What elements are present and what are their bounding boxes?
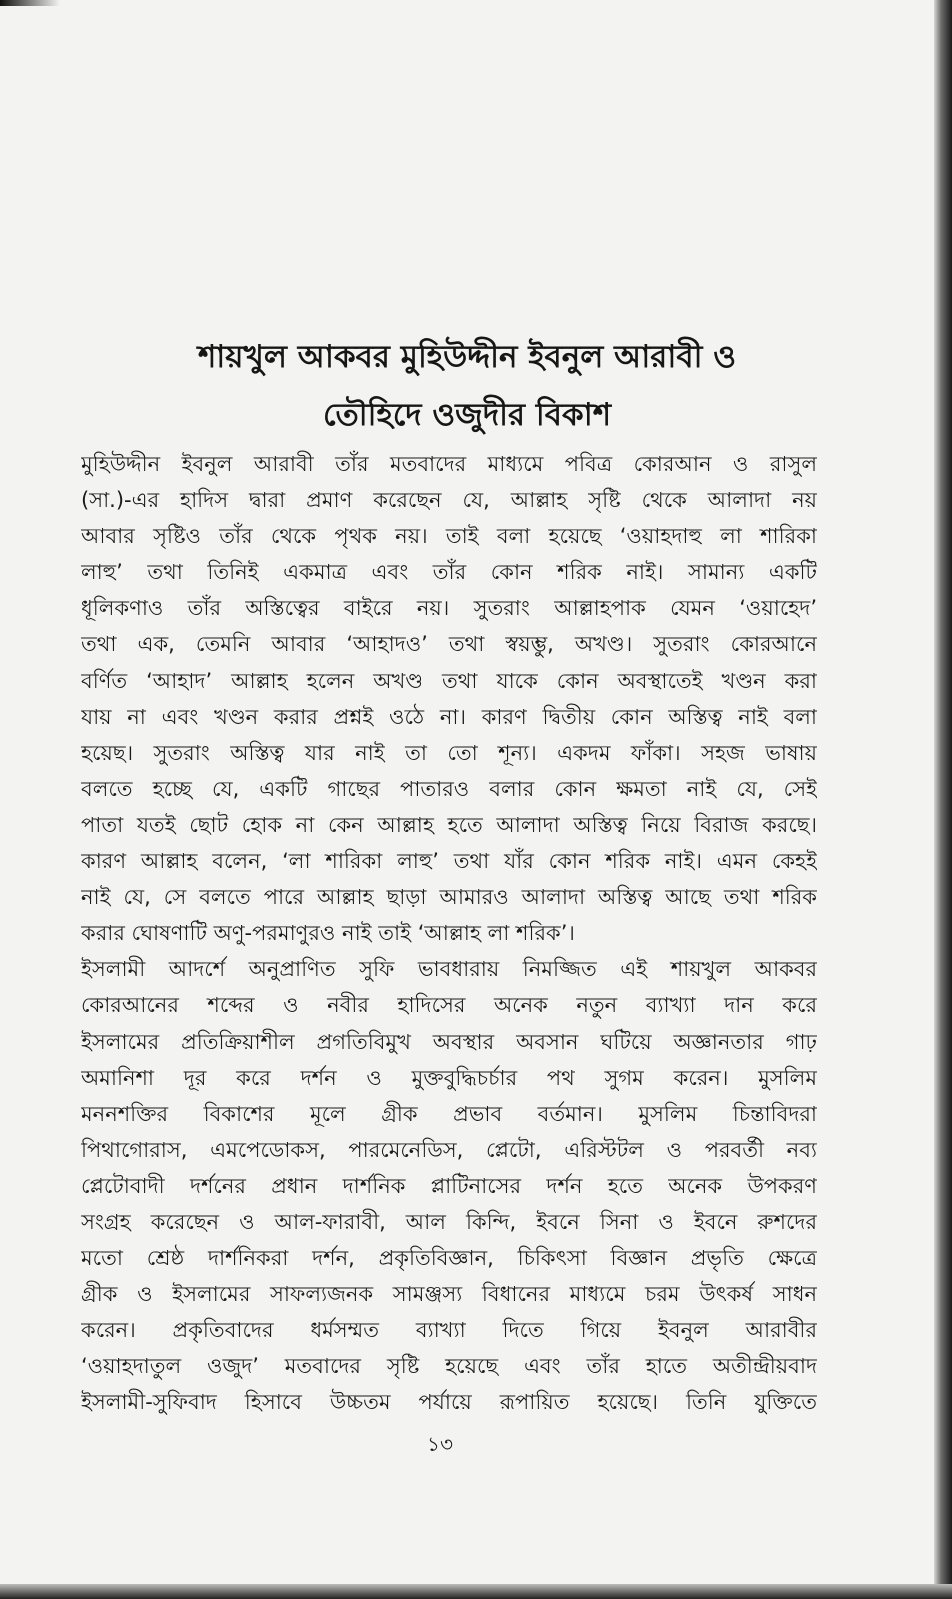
body-text xyxy=(81,446,817,1421)
text-line: কারণ আল্লাহ বলেন, ‘লা শারিকা লাহু’ তথা যাঁর কোন শরিক নাই। এমন কেহই xyxy=(81,849,817,874)
text-line: মতো শ্রেষ্ঠ দার্শনিকরা দর্শন, প্রকৃতিবিজ্ঞান, চিকিৎসা বিজ্ঞান প্রভৃতি ক্ষেত্রে xyxy=(81,1246,817,1271)
text-line: তথা এক, তেমনি আবার ‘আহাদও’ তথা স্বয়ম্ভু, অখণ্ড। সুতরাং কোরআনে xyxy=(81,632,817,657)
text-line: লাহু’ তথা তিনিই একমাত্র এবং তাঁর কোন শরিক নাই। সামান্য একটি xyxy=(81,560,817,585)
text-line: মুহিউদ্দীন ইবনুল আরাবী তাঁর মতবাদের মাধ্যমে পবিত্র কোরআন ও রাসুল xyxy=(81,452,817,476)
chapter-title-line-2: তৌহিদে ওজুদীর বিকাশ xyxy=(322,397,612,433)
text-line: ইসলামী আদর্শে অনুপ্রাণিত সুফি ভাবধারায় নিমজ্জিত এই শায়খুল আকবর xyxy=(81,957,817,982)
text-line: ইসলামী-সুফিবাদ হিসাবে উচ্চতম পর্যায়ে রূপায়িত হয়েছে। তিনি যুক্তিতে xyxy=(81,1390,817,1415)
text-line: বর্ণিত ‘আহাদ’ আল্লাহ হলেন অখণ্ড তথা যাকে কোন অবস্থাতেই খণ্ডন করা xyxy=(81,668,817,693)
text-line: গ্রীক ও ইসলামের সাফল্যজনক সামঞ্জস্য বিধানের মাধ্যমে চরম উৎকর্ষ সাধন xyxy=(81,1282,817,1307)
text-line: প্লেটোবাদী দর্শনের প্রধান দার্শনিক প্লাটিনাসের দর্শন হতে অনেক উপকরণ xyxy=(81,1173,817,1198)
chapter-title xyxy=(60,328,874,444)
text-line: (সা.)-এর হাদিস দ্বারা প্রমাণ করেছেন যে, আল্লাহ সৃষ্টি থেকে আলাদা নয় xyxy=(81,488,817,513)
page-edge-shadow-right xyxy=(934,0,952,1599)
chapter-title-line-1: শায়খুল আকবর মুহিউদ্দীন ইবনুল আরাবী ও xyxy=(197,339,737,375)
text-line: মননশক্তির বিকাশের মূলে গ্রীক প্রভাব বর্তমান। মুসলিম চিন্তাবিদরা xyxy=(81,1101,817,1126)
text-line: ধূলিকণাও তাঁর অস্তিত্বের বাইরে নয়। সুতরাং আল্লাহপাক যেমন ‘ওয়াহেদ’ xyxy=(81,596,817,621)
text-line: ‘ওয়াহদাতুল ওজুদ’ মতবাদের সৃষ্টি হয়েছে এবং তাঁর হাতে অতীন্দ্রীয়বাদ xyxy=(81,1354,817,1379)
text-line: পিথাগোরাস, এমপেডোকস, পারমেনেডিস, প্লেটো, এরিস্টটল ও পরবর্তী নব্য xyxy=(81,1137,817,1162)
page-edge-shadow-bottom xyxy=(0,1584,952,1599)
text-line: কোরআনের শব্দের ও নবীর হাদিসের অনেক নতুন ব্যাখ্যা দান করে xyxy=(81,993,817,1018)
text-line: নাই যে, সে বলতে পারে আল্লাহ ছাড়া আমারও আলাদা অস্তিত্ব আছে তথা শরিক xyxy=(81,885,817,910)
text-line: হয়েছ। সুতরাং অস্তিত্ব যার নাই তা তো শূন্য। একদম ফাঁকা। সহজ ভাষায় xyxy=(81,740,817,765)
text-line: সংগ্রহ করেছেন ও আল-ফারাবী, আল কিন্দি, ইবনে সিনা ও ইবনে রুশদের xyxy=(81,1209,817,1234)
scan-corner-mark xyxy=(0,0,60,6)
text-line: বলতে হচ্ছে যে, একটি গাছের পাতারও বলার কোন ক্ষমতা নাই যে, সেই xyxy=(81,776,817,801)
text-line: ইসলামের প্রতিক্রিয়াশীল প্রগতিবিমুখ অবস্থার অবসান ঘটিয়ে অজ্ঞানতার গাঢ় xyxy=(81,1029,817,1054)
text-line: করার ঘোষণাটি অণু-পরমাণুরও নাই তাই ‘আল্লাহ লা শরিক’। xyxy=(81,921,575,946)
text-line: আবার সৃষ্টিও তাঁর থেকে পৃথক নয়। তাই বলা হয়েছে ‘ওয়াহদাহু লা শারিকা xyxy=(81,524,817,549)
page-number: ১৩ xyxy=(427,1432,453,1456)
text-line: পাতা যতই ছোট হোক না কেন আল্লাহ হতে আলাদা অস্তিত্ব নিয়ে বিরাজ করছে। xyxy=(81,812,817,837)
text-line: করেন। প্রকৃতিবাদের ধর্মসম্মত ব্যাখ্যা দিতে গিয়ে ইবনুল আরাবীর xyxy=(81,1318,817,1343)
text-line: যায় না এবং খণ্ডন করার প্রশ্নই ওঠে না। কারণ দ্বিতীয় কোন অস্তিত্ব নাই বলা xyxy=(81,704,817,729)
text-line: অমানিশা দূর করে দর্শন ও মুক্তবুদ্ধিচর্চার পথ সুগম করেন। মুসলিম xyxy=(81,1065,817,1090)
